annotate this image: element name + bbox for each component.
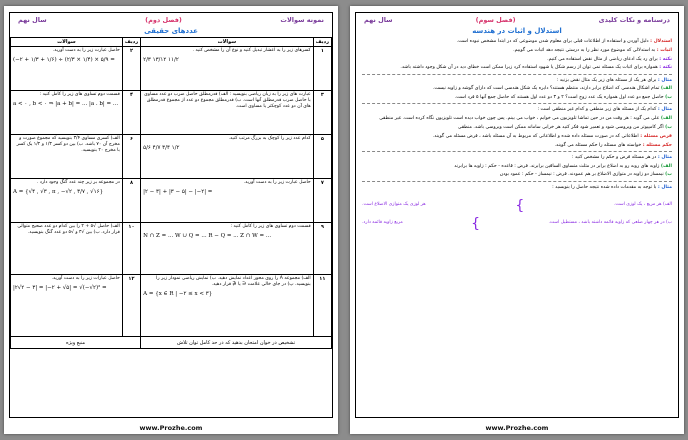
right-footer[interactable]: www.Prozhe.com [485, 424, 549, 432]
paragraph-key: اثبات : [656, 47, 672, 53]
paragraph-key: ب) [665, 172, 672, 178]
table-row [11, 135, 332, 179]
paragraph-text: در هر مسئله فرض و حکم را مشخص کنید : [571, 154, 657, 160]
paragraph-text: اگر کامپیوتر من ویروسی شود و تعمیر شود فکر کنید هر خرابی سامانه ممکن است ویروسی باشد. منطقی [457, 125, 664, 131]
premise-b: هر لوزی یک متوازی الاضلاع است. [362, 202, 426, 208]
question-math: a < ۰ , b < ۰ ⇒ |a + b| = ... |a . b| = ... [13, 100, 119, 107]
row-number: ۸ [122, 179, 140, 223]
paragraph-key: الف) [660, 163, 672, 169]
table-row [11, 91, 332, 135]
question-text: قسمت دوم تساوی های زیر را کامل کنید : [230, 224, 311, 230]
paragraph-text: تمام اشکال هندسی که اضلاع برابر دارند، منتظم هستند؟ دایره یک شکل هندسی است که دارای گوشه و زاویه نیست. [432, 86, 660, 92]
premise-b: مربع زاویه قائمه دارد. [362, 220, 403, 226]
lesson-paragraph [362, 171, 672, 178]
question-cell [141, 135, 314, 179]
col-q-a: سوالات [141, 38, 314, 47]
right-subtitle: استدلال و اثبات در هندسه [472, 27, 562, 35]
question-math: A = {√۴ , √۳ , π , −√۲ , ۳/۷ , √۱۶} [13, 188, 104, 195]
row-number: ۱۰ [122, 223, 140, 275]
paragraph-key: ب) [665, 125, 672, 131]
question-text: کسرهای زیر را به اعشار تبدیل کنید و نوع آن را مشخص کنید . [192, 48, 311, 54]
paragraph-key: استدلال : [650, 39, 672, 44]
paragraph-key: مثال : [657, 154, 672, 160]
brace-icon: } [471, 215, 481, 232]
left-subtitle: عددهای حقیقی [144, 27, 198, 35]
paragraph-key: مثال : [657, 184, 672, 190]
syllogism-row [362, 199, 672, 213]
lesson-paragraph [362, 94, 672, 101]
left-grade: سال نهم [18, 16, 47, 24]
question-cell [141, 47, 314, 91]
question-math: |۲ − ۳| + |۳ − ۵| − |−۲| = [143, 188, 213, 195]
premise-a: الف) هر مربع ، یک لوزی است. [613, 202, 672, 208]
left-header [10, 13, 332, 27]
sign-row [11, 337, 332, 349]
paragraph-key: الف) [660, 86, 672, 92]
question-text: کدام عدد زیر را کوچک به بزرگ مرتب کنید. [228, 136, 311, 142]
question-text: در مجموعه بر زیر چند عدد گنگ وجود دارد . [36, 180, 120, 186]
right-chapter: (فصل سوم) [475, 16, 516, 24]
question-cell [141, 179, 314, 223]
paragraph-text: خواسته های مسئله را حکم مسئله می گویند. [554, 142, 642, 148]
row-number: ۷ [313, 179, 331, 223]
question-text: قسمت دوم تساوی های زیر را کامل کنید : [39, 92, 120, 98]
lesson-paragraph [362, 154, 672, 161]
question-math: N ∩ Z = ... W ∪ Q = ... R − Q = ... Z ∩ W = ... [143, 232, 272, 239]
question-cell [11, 179, 123, 223]
question-text: حاصل عبارات زیر را به دست آورید. [51, 276, 120, 282]
right-type: درسنامه و نکات کلیدی [598, 16, 670, 24]
lesson-paragraph [362, 85, 672, 92]
question-text: حاصل عبارت زیر را به دست آورید. [52, 48, 120, 54]
row-number: ۵ [313, 135, 331, 179]
paragraph-key: ب) [665, 95, 672, 101]
lesson-paragraph [362, 163, 672, 170]
premise-a: ب) در هر چهار ضلعی که زاویه قائمه داشته باشد ، مستطیل است. [548, 220, 672, 226]
paragraph-text: حاصل جمع دو عدد اول همواره یک عدد زوج است؟ ۲ و ۳ دو عدد اول هستند که حاصل جمع آنها ۵ فرد است. [454, 95, 664, 101]
lesson-paragraph [362, 184, 672, 191]
lesson-paragraph [362, 142, 672, 149]
table-row [11, 275, 332, 337]
question-text: حاصل عبارت زیر را به دست آورید. [243, 180, 311, 186]
paragraph-text: برای رد یک ادعای ریاضی از مثال نقض استفاده می کنیم. [547, 56, 658, 62]
paragraph-text: زاویه های روبه رو به اضلاع برابر در مثلث متساوی الساقین برابرند. فرض : قاعده - حکم : زاویه ها برابرند [454, 163, 660, 169]
question-cell [141, 275, 314, 337]
paragraph-key: فرض مسئله : [640, 133, 672, 139]
divider [362, 181, 672, 182]
question-cell [11, 275, 123, 337]
right-page [350, 6, 684, 434]
left-chapter: (فصل دوم) [145, 16, 182, 24]
lesson-paragraph [362, 64, 672, 71]
divider [362, 151, 672, 152]
row-number: ۴ [122, 91, 140, 135]
question-cell [141, 91, 314, 135]
row-number: ۳ [313, 91, 331, 135]
table-head [11, 38, 332, 47]
left-type: نمونه سوالات [280, 16, 324, 24]
syllogism-row [362, 217, 672, 231]
table-row [11, 179, 332, 223]
question-cell [11, 91, 123, 135]
paragraph-text: همواره برای اثبات یک مسئله نمی توان از رسم شکل یا شهود استفاده کرد زیرا ممکن است خطای دید در آن شکل وجود داشته باشد. [400, 65, 658, 71]
paragraph-key: نکته : [659, 65, 672, 71]
paragraph-key: حکم مسئله : [642, 142, 672, 148]
left-page [4, 6, 338, 434]
paragraph-text: کدام یک از مسئله های زیر منطقی و کدام غیر منطقی است : [537, 107, 657, 113]
question-text: الف) مجموعه A را روی محور اعداد نمایش دهید. ب) نمایش ریاضی نمودار زیر را بنویسید. پ) در جای خالی علامت ∈ یا ∉ قرار دهید. [156, 276, 311, 287]
row-number: ۱ [313, 47, 331, 91]
paragraph-key: الف) [660, 116, 672, 122]
lesson-paragraph [362, 38, 672, 45]
question-math: (−۲ + ۱/۳ + ۱/۶) ÷ (۲/۳ × ۱/۴) × ۵/۹ = [13, 56, 115, 63]
question-math: ۵/۶ ۴/۷ ۳/۴ ۱/۲ [143, 144, 180, 151]
sign-text: تشخیص در خوان امتحان بدهید که در حد کامل توان تلاش [141, 337, 332, 349]
lesson-paragraph [362, 47, 672, 54]
lesson-paragraph [362, 56, 672, 63]
brace-icon: } [515, 197, 525, 214]
lesson-paragraph [362, 106, 672, 113]
table-row [11, 223, 332, 275]
right-grade: سال نهم [364, 16, 393, 24]
syllogism-diagram [356, 194, 678, 236]
col-q-b: سوالات [11, 38, 123, 47]
paragraph-key: مثال : [657, 107, 672, 113]
col-row-a: ردیف [313, 38, 331, 47]
lesson-paragraph [362, 133, 672, 140]
question-math: A = {x ∈ R | −۲ ≤ x < ۳} [143, 290, 213, 297]
paragraph-text: با توجه به مقدمات داده شده نتیجه حاصل را بنویسید : [552, 184, 657, 190]
lesson-paragraph [362, 77, 672, 84]
paragraph-key: مثال : [657, 77, 672, 83]
note-text: منبع ویژه [11, 337, 141, 349]
question-math: |۲√۲ − ۳| = |−۲ + √۵| = √(−√۲)² = [13, 284, 107, 291]
right-header [356, 13, 678, 27]
row-number: ۲ [122, 47, 140, 91]
question-cell [11, 47, 123, 91]
paragraph-text: نیمساز دو زاویه در متوازی الاضلاع بر هم عمودند. فرض : نیمساز - حکم : عمود بودن [499, 172, 664, 178]
paragraph-key: نکته : [659, 56, 672, 62]
paragraph-text: دلیل آوردن و استفاده از اطلاعات قبلی برای معلوم شدن موضوعی که در ابتدا مشخص نبوده است. [456, 39, 649, 44]
table-row [11, 47, 332, 91]
lesson-paragraph [362, 115, 672, 122]
question-math: ۲/۳ ۱۳/۱۲ ۱۱/۲ [143, 56, 179, 63]
row-number: ۹ [313, 223, 331, 275]
divider [362, 74, 672, 75]
question-cell [11, 223, 123, 275]
left-frame [9, 12, 333, 418]
lesson-text [356, 37, 678, 194]
question-text: عبارت های زیر را به زبان ریاضی بنویسید : الف) قدرمطلق حاصل ضرب دو عدد مساوی با حاصل ضرب قدرمطلق آنها است. ب) قدرمطلق مجموع دو عدد از مجموع قدرمطلق های آن دو عدد کوچکتر یا مساوی است. [144, 92, 311, 109]
paragraph-text: علی می گوید : هر وقت من در حین تماشا تلویزیون می خوابم ، خواب می بینم. پس چون خواب دیده است تلویزیون نگاه کرده است. غیر منطقی [379, 116, 660, 122]
question-cell [141, 223, 314, 275]
questions-table [10, 37, 332, 349]
row-number: ۱۲ [122, 275, 140, 337]
left-footer[interactable]: www.Prozhe.com [139, 424, 203, 432]
right-frame [355, 12, 679, 418]
question-text: الف) کسری مساوی ۳/۴ بنویسید که مجموع صورت و مخرج آن ۷۰ باشد. ب) بین دو کسر ۱/۳ و ۱/۲ یک کسر با مخرج ۲۰ بنویسید. [16, 136, 120, 153]
lesson-paragraph [362, 124, 672, 131]
paragraph-text: برای هر یک از مسئله های زیر یک مثال نقض بزنید : [556, 77, 657, 83]
row-number: ۱۱ [313, 275, 331, 337]
col-row-b: ردیف [122, 38, 140, 47]
question-cell [11, 135, 123, 179]
divider [362, 103, 672, 104]
question-text: الف) حاصل √۵ + ۲ را بین کدام دو عدد صحیح متوالی قرار دارد. ب) بین √۳ و √۵ دو عدد گنگ بنویسید. [17, 224, 120, 235]
paragraph-text: به استدلالی که موضوع مورد نظر را به درستی نتیجه دهد اثبات می گوییم. [513, 47, 656, 53]
row-number: ۶ [122, 135, 140, 179]
paragraph-text: اطلاعاتی که در صورت مسئله داده شده و اطلاعاتی که مربوط به آن مسئله باشد ، فرض مسئله می گویند. [432, 133, 639, 139]
